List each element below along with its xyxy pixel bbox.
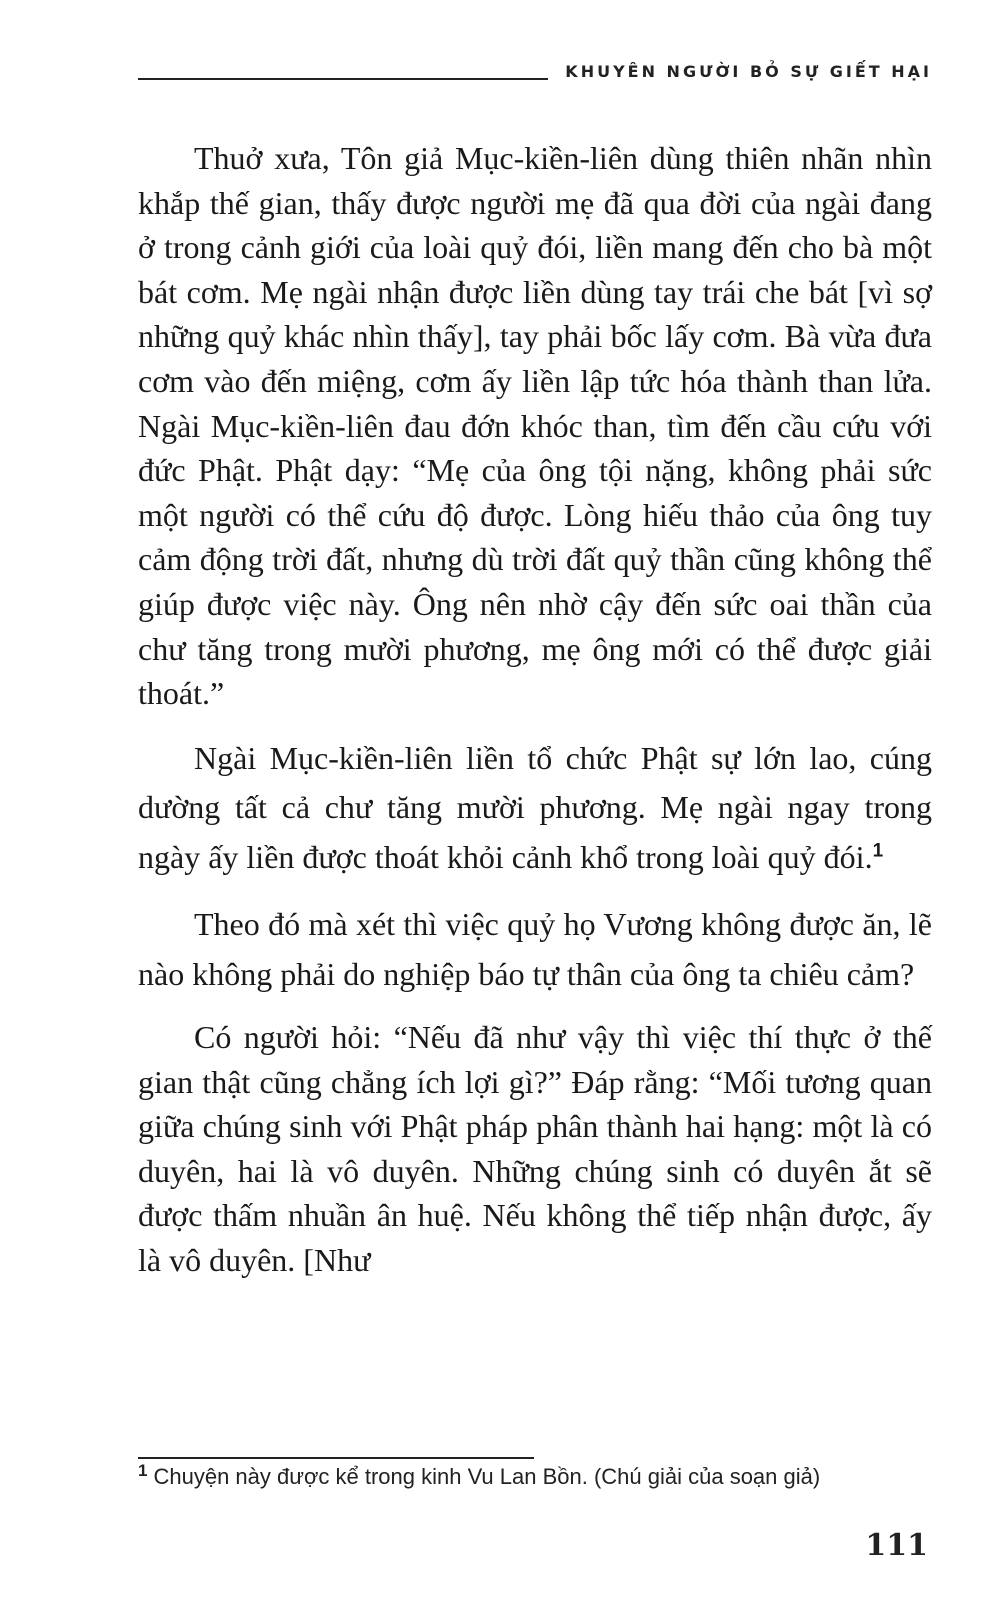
page-number: 111	[865, 1528, 928, 1563]
paragraph-2-text: Ngài Mục-kiền-liên liền tổ chức Phật sự lớn lao, cúng dường tất cả chư tăng mười phương. Mẹ ngài ngay trong ngày ấy liền được thoát khỏi cảnh khổ trong loài quỷ đói.	[138, 739, 932, 875]
body-text	[138, 136, 932, 1282]
footnote	[138, 1460, 938, 1490]
paragraph-4: Có người hỏi: “Nếu đã như vậy thì việc thí thực ở thế gian thật cũng chẳng ích lợi gì?” Đáp rằng: “Mối tương quan giữa chúng sinh với Phật pháp phân thành hai hạng: một là có duyên, hai là vô duyên. Những chúng sinh có duyên ắt sẽ được thấm nhuần ân huệ. Nếu không thể tiếp nhận được, ấy là vô duyên. [Như	[138, 1019, 932, 1278]
paragraph-1: Thuở xưa, Tôn giả Mục-kiền-liên dùng thiên nhãn nhìn khắp thế gian, thấy được người mẹ đã qua đời của ngài đang ở trong cảnh giới của loài quỷ đói, liền mang đến cho bà một bát cơm. Mẹ ngài nhận được liền dùng tay trái che bát [vì sợ những quỷ khác nhìn thấy], tay phải bốc lấy cơm. Bà vừa đưa cơm vào đến miệng, cơm ấy liền lập tức hóa thành than lửa. Ngài Mục-kiền-liên đau đớn khóc than, tìm đến cầu cứu với đức Phật. Phật dạy: “Mẹ của ông tội nặng, không phải sức một người có thể cứu độ được. Lòng hiếu thảo của ông tuy cảm động trời đất, nhưng dù trời đất quỷ thần cũng không thể giúp được việc này. Ông nên nhờ cậy đến sức oai thần của chư tăng trong mười phương, mẹ ông mới có thể được giải thoát.”	[138, 140, 932, 712]
running-title: KHUYÊN NGƯỜI BỎ SỰ GIẾT HẠI	[565, 62, 932, 81]
header-rule	[138, 78, 548, 80]
footnote-text: Chuyện này được kể trong kinh Vu Lan Bồn. (Chú giải của soạn giả)	[153, 1464, 821, 1489]
running-header	[138, 52, 932, 92]
paragraph-3: Theo đó mà xét thì việc quỷ họ Vương không được ăn, lẽ nào không phải do nghiệp báo tự thân của ông ta chiêu cảm?	[138, 906, 932, 992]
paragraph-2	[138, 734, 932, 883]
footnote-number: 1	[138, 1460, 148, 1480]
footnote-rule	[138, 1457, 534, 1459]
footnote-reference: 1	[872, 840, 884, 862]
